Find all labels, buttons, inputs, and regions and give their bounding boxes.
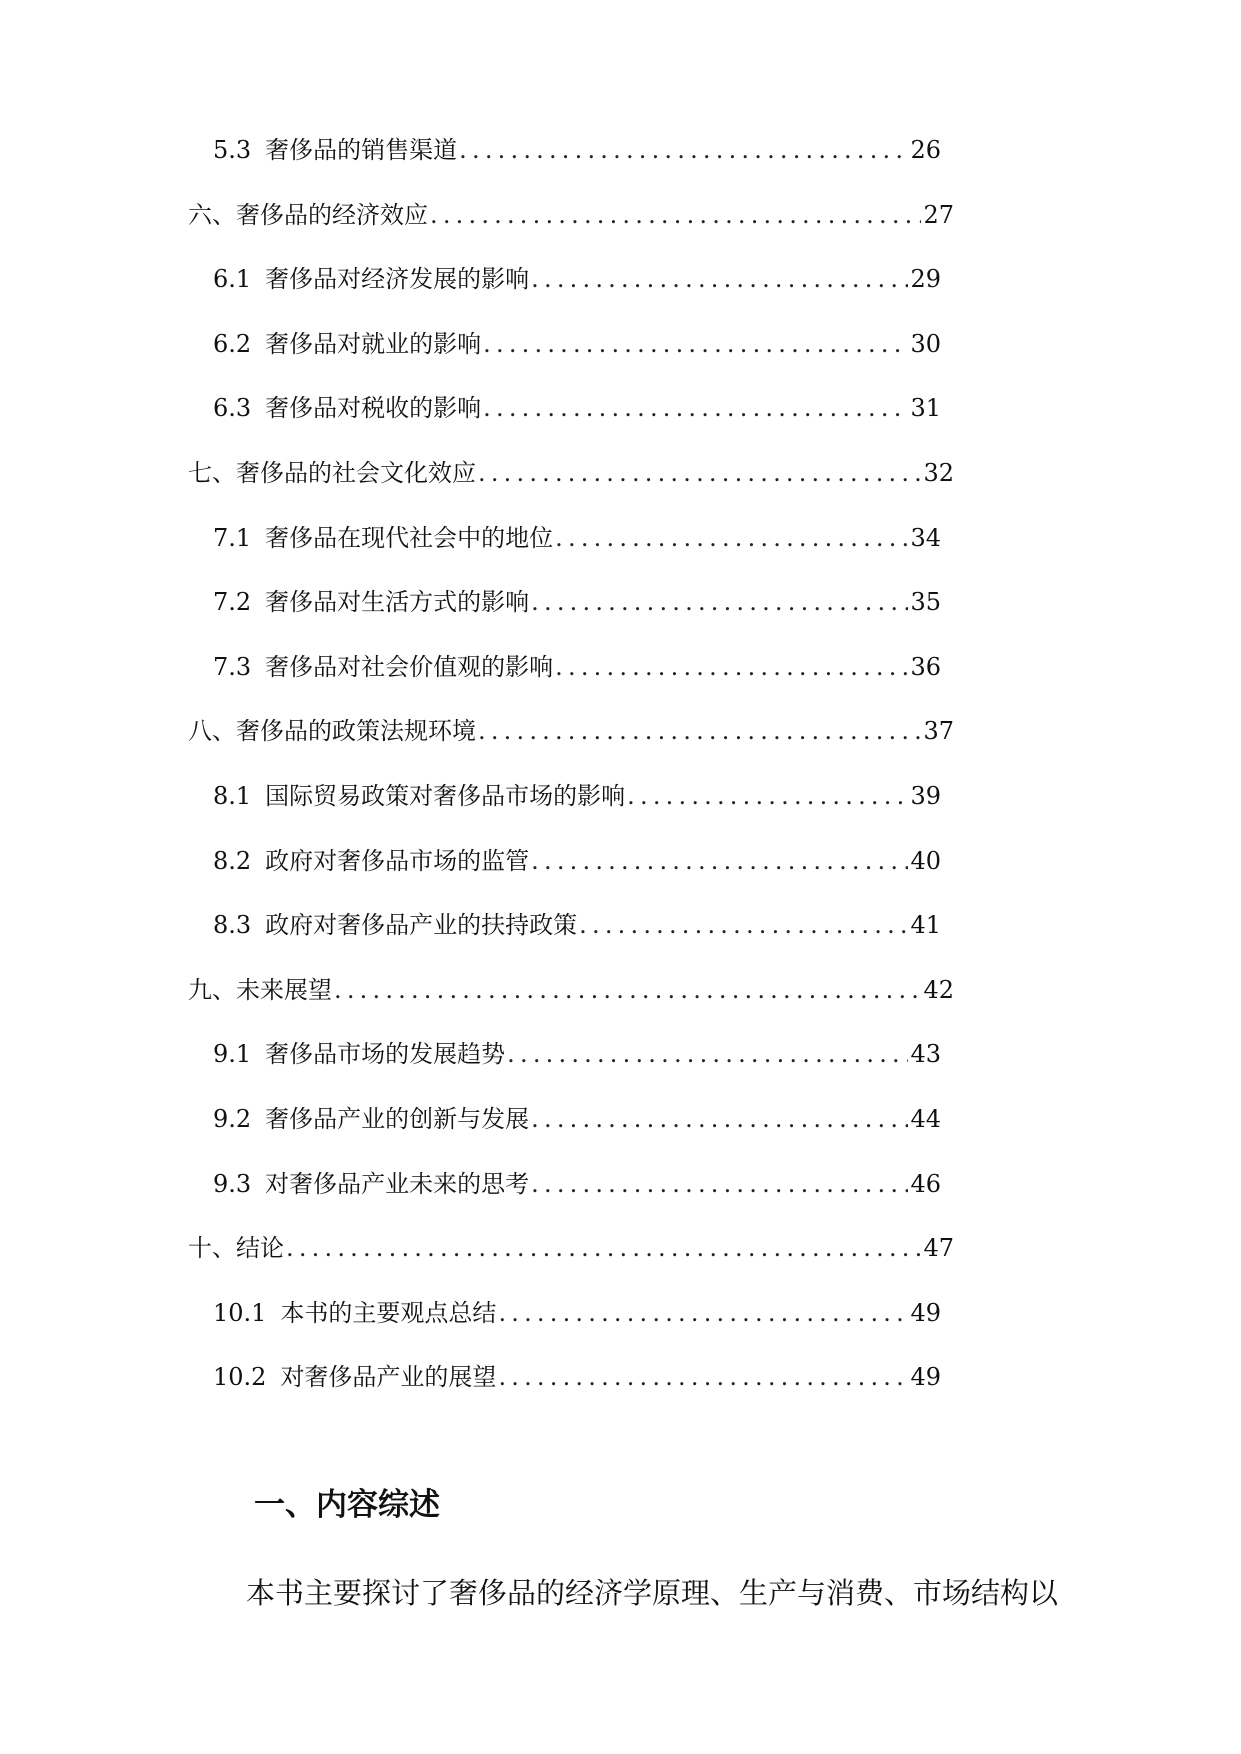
toc-entry-number: 8.2 — [213, 846, 252, 875]
toc-entry[interactable] — [213, 1357, 941, 1397]
toc-dot-leader — [478, 453, 921, 493]
toc-entry-number: 5.3 — [213, 136, 252, 164]
toc-entry-title: 六、奢侈品的经济效应 — [188, 200, 428, 229]
toc-entry-page-number: 37 — [923, 717, 954, 746]
section-heading: 一、内容综述 — [254, 1487, 440, 1523]
toc-entry[interactable] — [213, 259, 941, 299]
toc-entry-number: 9.1 — [213, 1040, 252, 1069]
toc-entry-title: 奢侈品对生活方式的影响 — [265, 588, 530, 617]
toc-entry[interactable] — [213, 905, 941, 945]
toc-dot-leader — [507, 1034, 908, 1074]
toc-dot-leader — [555, 647, 908, 687]
toc-entry[interactable] — [213, 841, 941, 881]
toc-dot-leader — [478, 711, 921, 751]
toc-entry-page-number: 41 — [910, 911, 941, 940]
toc-entry-title: 九、未来展望 — [188, 975, 332, 1004]
toc-entry-page-number: 39 — [910, 782, 941, 810]
toc-dot-leader — [531, 259, 908, 299]
toc-dot-leader — [531, 582, 908, 622]
toc-entry-number: 6.3 — [213, 394, 252, 423]
toc-entry-title: 本书的主要观点总结 — [280, 1298, 497, 1327]
toc-entry-title: 十、结论 — [188, 1234, 284, 1263]
toc-entry[interactable] — [213, 647, 941, 687]
toc-entry-number: 8.3 — [213, 911, 252, 940]
toc-entry-number: 7.3 — [213, 652, 252, 681]
toc-dot-leader — [498, 1293, 908, 1333]
toc-entry[interactable] — [188, 711, 954, 751]
toc-entry[interactable] — [213, 1034, 941, 1074]
toc-entry-title: 奢侈品市场的发展趋势 — [265, 1040, 506, 1069]
toc-entry-page-number: 29 — [910, 265, 941, 294]
toc-entry-page-number: 36 — [910, 652, 941, 681]
toc-dot-leader — [579, 905, 908, 945]
toc-dot-leader — [555, 518, 908, 558]
toc-entry-page-number: 44 — [910, 1105, 941, 1133]
toc-entry[interactable] — [213, 582, 941, 622]
toc-entry-page-number: 42 — [923, 975, 954, 1004]
toc-entry[interactable] — [213, 324, 941, 364]
toc-dot-leader — [498, 1357, 908, 1397]
toc-entry-page-number: 40 — [910, 846, 941, 875]
toc-entry-title: 国际贸易政策对奢侈品市场的影响 — [265, 782, 626, 810]
toc-entry-title: 奢侈品的销售渠道 — [265, 136, 458, 164]
toc-dot-leader — [459, 130, 908, 170]
toc-entry[interactable] — [188, 453, 954, 493]
toc-entry-number: 9.3 — [213, 1169, 252, 1198]
toc-entry[interactable] — [188, 970, 954, 1010]
toc-entry-title: 奢侈品在现代社会中的地位 — [265, 523, 554, 552]
body-paragraph: 本书主要探讨了奢侈品的经济学原理、生产与消费、市场结构以 — [246, 1576, 1059, 1610]
toc-entry-number: 8.1 — [213, 782, 252, 810]
toc-entry-title: 对奢侈品产业的展望 — [280, 1363, 497, 1392]
toc-entry-number: 6.1 — [213, 265, 252, 294]
toc-entry-page-number: 46 — [910, 1169, 941, 1198]
toc-entry[interactable] — [188, 1228, 954, 1268]
toc-entry[interactable] — [213, 1099, 941, 1139]
toc-dot-leader — [483, 388, 908, 428]
toc-dot-leader — [531, 1164, 908, 1204]
toc-entry-page-number: 32 — [923, 459, 954, 487]
toc-entry[interactable] — [213, 1164, 941, 1204]
toc-dot-leader — [430, 195, 921, 235]
toc-entry-page-number: 30 — [910, 329, 941, 358]
toc-entry-title: 奢侈品对社会价值观的影响 — [265, 652, 554, 681]
toc-entry-page-number: 31 — [910, 394, 941, 423]
toc-entry[interactable] — [188, 195, 954, 235]
toc-entry[interactable] — [213, 776, 941, 816]
toc-entry[interactable] — [213, 388, 941, 428]
toc-entry[interactable] — [213, 130, 941, 170]
toc-entry-title: 政府对奢侈品产业的扶持政策 — [265, 911, 578, 940]
toc-entry-page-number: 34 — [910, 523, 941, 552]
toc-entry-title: 对奢侈品产业未来的思考 — [265, 1169, 530, 1198]
toc-entry-title: 八、奢侈品的政策法规环境 — [188, 717, 476, 746]
toc-entry-number: 10.2 — [213, 1363, 267, 1392]
toc-entry-page-number: 35 — [910, 588, 941, 617]
toc-entry-number: 7.2 — [213, 588, 252, 617]
toc-entry-number: 6.2 — [213, 329, 252, 358]
toc-entry-number: 10.1 — [213, 1298, 267, 1327]
toc-entry-page-number: 47 — [923, 1234, 954, 1263]
toc-entry-title: 奢侈品对税收的影响 — [265, 394, 482, 423]
toc-dot-leader — [286, 1228, 921, 1268]
toc-entry-title: 七、奢侈品的社会文化效应 — [188, 459, 476, 487]
toc-entry-page-number: 49 — [910, 1298, 941, 1327]
toc-entry-number: 7.1 — [213, 523, 252, 552]
toc-entry-page-number: 26 — [910, 136, 941, 164]
toc-entry[interactable] — [213, 518, 941, 558]
toc-entry-page-number: 43 — [910, 1040, 941, 1069]
toc-entry[interactable] — [213, 1293, 941, 1333]
toc-dot-leader — [531, 841, 908, 881]
toc-entry-title: 奢侈品产业的创新与发展 — [265, 1105, 530, 1133]
toc-entry-page-number: 49 — [910, 1363, 941, 1392]
toc-entry-title: 政府对奢侈品市场的监管 — [265, 846, 530, 875]
toc-entry-page-number: 27 — [923, 200, 954, 229]
toc-dot-leader — [531, 1099, 908, 1139]
toc-dot-leader — [483, 324, 908, 364]
toc-entry-number: 9.2 — [213, 1105, 252, 1133]
toc-entry-title: 奢侈品对经济发展的影响 — [265, 265, 530, 294]
toc-dot-leader — [334, 970, 921, 1010]
toc-entry-title: 奢侈品对就业的影响 — [265, 329, 482, 358]
toc-dot-leader — [627, 776, 908, 816]
